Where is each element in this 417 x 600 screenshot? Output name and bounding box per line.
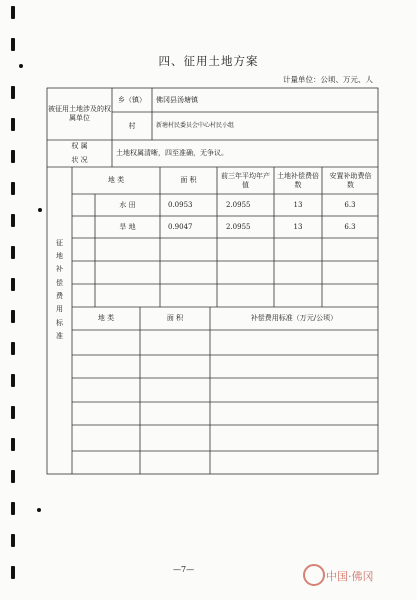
side-char: 标 — [56, 318, 63, 327]
row-area: 0.0953 — [168, 200, 193, 209]
units-note: 计量单位：公顷、万元、人 — [283, 75, 373, 84]
watermark-logo-icon — [303, 564, 325, 586]
row-type: 水 田 — [119, 200, 136, 209]
header-avg-output: 前三年平均年产值 — [221, 171, 270, 189]
header-area: 面 积 — [180, 176, 197, 185]
compensation-side-label — [47, 190, 72, 390]
row-land: 13 — [293, 222, 303, 231]
side-char: 地 — [56, 252, 63, 261]
row-avg: 2.0955 — [226, 200, 251, 209]
header2-land-type: 地 类 — [97, 314, 115, 323]
side-char: 准 — [56, 331, 63, 340]
status-label — [47, 140, 112, 167]
watermark: 中国·佛冈 — [326, 570, 374, 583]
status-label-line: 权 属 — [71, 142, 88, 151]
page-title: 四、征用土地方案 — [158, 54, 259, 68]
side-char: 偿 — [56, 278, 63, 287]
row-type: 旱 地 — [119, 222, 136, 231]
township-value: 佛冈县汤塘镇 — [156, 95, 198, 104]
owner-label: 被征用土地涉及的权属单位 — [48, 105, 111, 122]
side-char: 征 — [56, 238, 63, 247]
village-label: 村 — [128, 121, 136, 130]
side-char: 费 — [56, 292, 63, 300]
status-value: 土地权属清晰，四至准确，无争议。 — [116, 149, 228, 158]
header2-area: 面 积 — [166, 314, 184, 323]
header2-standard: 补偿费用标准（万元/公顷） — [250, 314, 338, 323]
side-char: 用 — [56, 305, 63, 314]
row-land: 13 — [293, 200, 303, 209]
page-number: —7— — [173, 565, 195, 574]
side-char: 补 — [56, 265, 63, 274]
row-avg: 2.0955 — [226, 222, 251, 231]
row-resettle: 6.3 — [344, 222, 356, 231]
village-value: 新塘村民委员会中心村民小组 — [156, 122, 235, 130]
header-land-type: 地 类 — [107, 176, 125, 185]
status-label-line: 状 况 — [71, 155, 88, 164]
township-label: 乡（镇） — [118, 95, 146, 104]
row-area: 0.9047 — [168, 222, 193, 231]
header-land-comp: 土地补偿费倍 数 — [277, 171, 319, 189]
header-resettle: 安置补助费倍 数 — [329, 171, 372, 189]
row-resettle: 6.3 — [344, 200, 356, 209]
